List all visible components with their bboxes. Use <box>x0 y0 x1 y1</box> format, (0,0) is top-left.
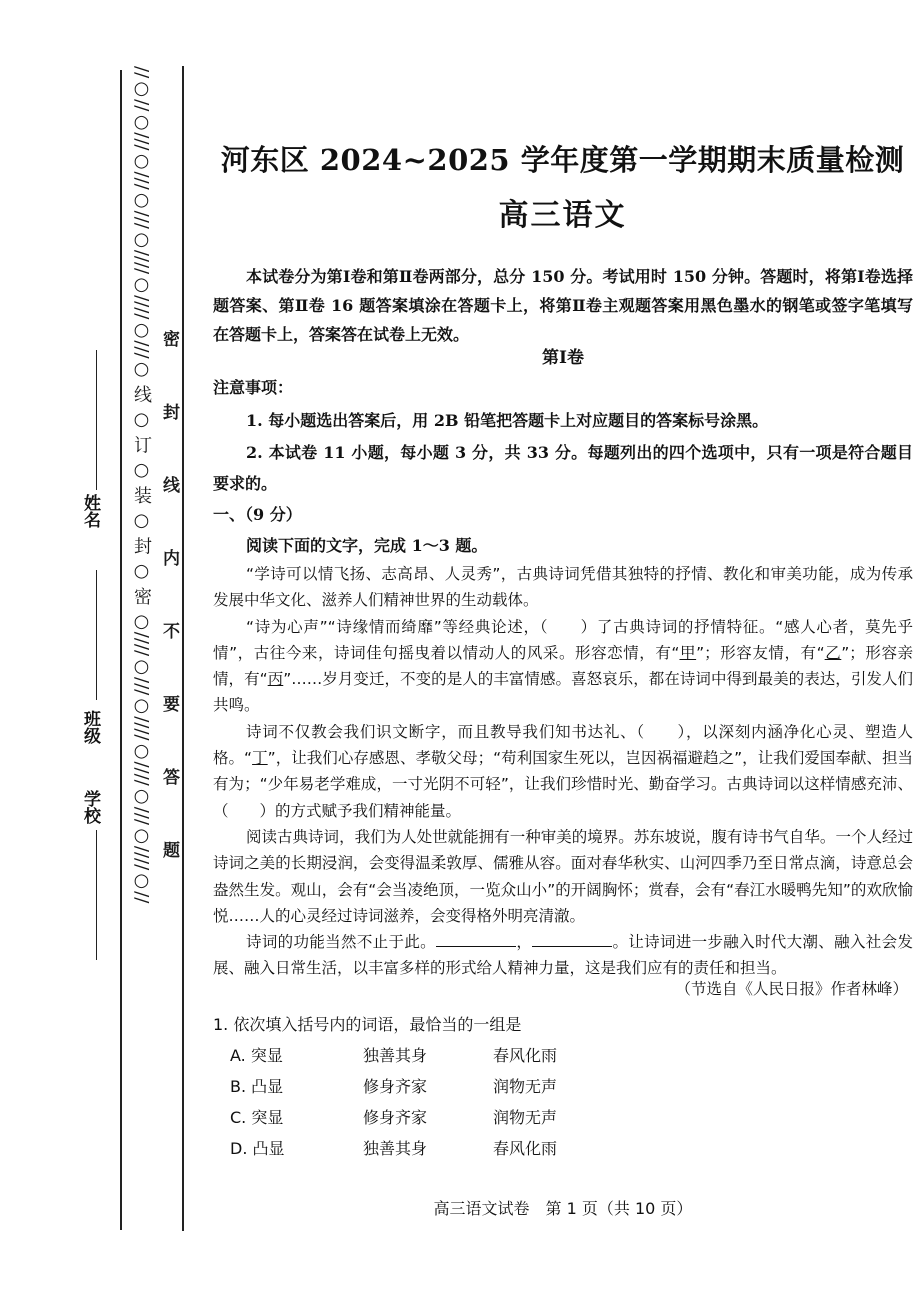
option-d-word-1: D. 凸显 <box>230 1139 285 1158</box>
passage-paragraph-2 <box>213 614 913 719</box>
option-d-word-2: 独善其身 <box>363 1139 428 1158</box>
p3-text-b: ”，让我们心存感恩、孝敬父母；“苟利国家生死以，岂因祸福避趋之”，让我们爱国奉献、担当有为；“少年易老学难成，一寸光阴不可轻”，让我们珍惜时光、勤奋学习。古典诗词以这样情感充沛、（ ）的方式赋予我们精神能量。 <box>213 749 913 820</box>
notice-item-2: 2. 本试卷 11 小题，每小题 3 分，共 33 分。每题列出的四个选项中，只有一项是符合题目要求的。 <box>213 443 913 493</box>
name-line <box>96 350 97 490</box>
exam-title: 河东区 2024~2025 学年度第一学期期末质量检测 <box>220 143 905 177</box>
blank-ding: 丁 <box>252 749 268 768</box>
passage-paragraph-3 <box>213 719 913 824</box>
passage-source: （节选自《人民日报》作者林峰） <box>675 980 908 998</box>
section-heading: 一、（9 分） <box>213 505 302 524</box>
school-line <box>96 830 97 960</box>
p2-text-a: “诗为心声”“诗缘情而绮靡”等经典论述，（ ）了古典诗词的抒情特征。“感人心者，莫先乎情”，古往今来，诗词佳句摇曳着以情动人的风采。形容恋情，有“ <box>213 617 913 662</box>
binding-rule-outer <box>120 70 122 1230</box>
option-b-word-1: B. 凸显 <box>230 1077 284 1096</box>
passage-paragraph-1: “学诗可以情飞扬、志高昂、人灵秀”，古典诗词凭借其独特的抒情、教化和审美功能，成为传承发展中华文化、滋养人们精神世界的生动载体。 <box>213 565 913 610</box>
option-c-word-1: C. 突显 <box>230 1108 284 1127</box>
notice-title: 注意事项： <box>213 378 294 397</box>
option-c-word-3: 润物无声 <box>493 1108 558 1127</box>
question-1-options <box>230 1043 630 1167</box>
passage-paragraph-5 <box>213 929 913 982</box>
option-c-word-2: 修身齐家 <box>363 1108 428 1127</box>
option-a-word-1: A. 突显 <box>230 1046 283 1065</box>
reading-passage <box>213 561 913 982</box>
class-line <box>96 570 97 700</box>
fill-blank-1 <box>436 932 516 947</box>
option-b[interactable] <box>230 1074 630 1105</box>
p3-text-a: 诗词不仅教会我们识文断字，而且教导我们知书达礼、（ ），以深刻内涵净化心灵、塑造人格。“ <box>213 722 913 768</box>
blank-jia: 甲 <box>679 643 697 662</box>
option-a-word-2: 独善其身 <box>363 1046 428 1065</box>
option-a[interactable] <box>230 1043 630 1074</box>
fill-blank-2 <box>532 932 612 947</box>
option-c[interactable] <box>230 1105 630 1136</box>
p5-separator: ， <box>515 933 533 952</box>
passage-paragraph-4: 阅读古典诗词，我们为人处世就能拥有一种审美的境界。苏东坡说，腹有诗书气自华。一个人经过诗词之美的长期浸润，会变得温柔敦厚、儒雅从容。面对春华秋实、山河四季乃至日常点滴，诗意总会盎然生发。观山，会有“会当凌绝顶，一览众山小”的开阔胸怀；赏春，会有“春江水暖鸭先知”的欢欣愉悦……人的心灵经过诗词滋养，会变得格外明亮清澈。 <box>213 827 913 925</box>
reading-instruction: 阅读下面的文字，完成 1～3 题。 <box>246 536 488 555</box>
binding-margin-text: //○//○///○///○///○////○////○///○ 线 ○ 订 ○ 装 ○ 封 ○ 密 ○////○///○////○////○///○////○// <box>131 66 152 904</box>
volume-title: 第Ⅰ卷 <box>542 348 584 368</box>
p5-text-a: 诗词的功能当然不止于此。 <box>246 933 436 952</box>
p5-text-b: 。让诗词进一步融入时代大潮、融入社会发展、融入日常生活，以丰富多样的形式给人精神力量，这是我们应有的责任和担当。 <box>213 933 913 978</box>
notice-item-1: 1. 每小题选出答案后，用 2B 铅笔把答题卡上对应题目的答案标号涂黑。 <box>246 411 769 430</box>
class-label: 班级 <box>80 710 100 744</box>
question-1-stem: 1. 依次填入括号内的词语，最恰当的一组是 <box>213 1015 522 1034</box>
blank-bing: 丙 <box>267 670 284 689</box>
exam-subject: 高三语文 <box>498 198 627 233</box>
p2-text-c: ”；形容亲情，有“ <box>213 643 914 689</box>
blank-yi: 乙 <box>824 643 842 662</box>
p2-text-d: ”……岁月变迁，不变的是人的丰富情感。喜怒哀乐，都在诗词中得到最美的表达，引发人们共鸣。 <box>213 670 913 715</box>
name-label: 姓名 <box>80 494 100 528</box>
option-d[interactable] <box>230 1136 630 1167</box>
exam-instructions: 本试卷分为第Ⅰ卷和第Ⅱ卷两部分，总分 150 分。考试用时 150 分钟。答题时，将第Ⅰ卷选择题答案、第Ⅱ卷 16 题答案填涂在答题卡上，将第Ⅱ卷主观题答案用黑色墨水的钢笔或签字笔填写在答题卡上，答案答在试卷上无效。 <box>213 267 913 344</box>
binding-rule-inner <box>182 66 184 1231</box>
p2-text-b: ”；形容友情，有“ <box>696 643 825 662</box>
seal-instruction: 密封线内不要答题 <box>159 330 179 914</box>
option-b-word-3: 润物无声 <box>493 1077 558 1096</box>
school-label: 学校 <box>80 790 100 824</box>
page-footer: 高三语文试卷 第 1 页（共 10 页） <box>433 1199 693 1218</box>
option-a-word-3: 春风化雨 <box>493 1046 558 1065</box>
option-b-word-2: 修身齐家 <box>363 1077 428 1096</box>
option-d-word-3: 春风化雨 <box>493 1139 558 1158</box>
